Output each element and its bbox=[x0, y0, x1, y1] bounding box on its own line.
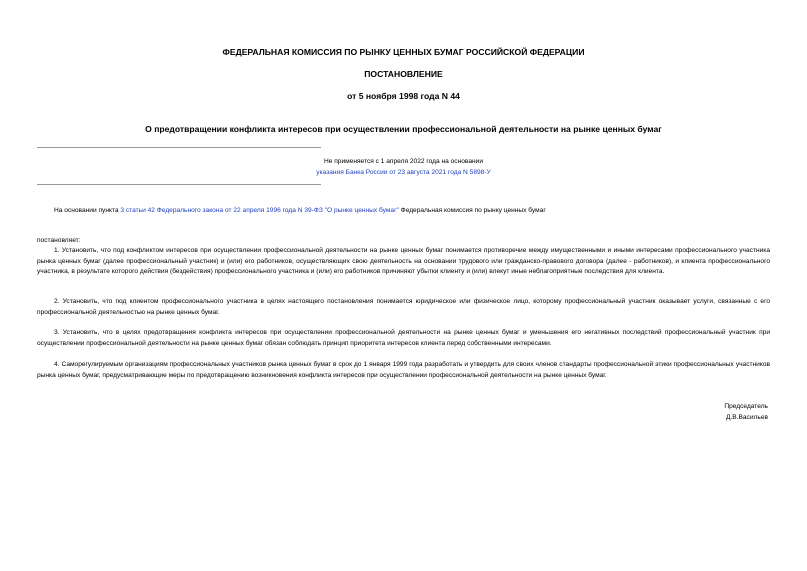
law-link[interactable]: 3 статьи 42 Федерального закона от 22 апреля 1996 года N 39-ФЗ "О рынке ценных бумаг" bbox=[120, 207, 399, 214]
notice-top-rule bbox=[37, 147, 321, 148]
signature-name: Д.В.Васильев bbox=[725, 414, 768, 421]
agency-title: ФЕДЕРАЛЬНАЯ КОМИССИЯ ПО РЫНКУ ЦЕННЫХ БУМАГ РОССИЙСКОЙ ФЕДЕРАЦИИ bbox=[222, 47, 585, 57]
paragraph-4: 4. Саморегулируемым организациям профессиональных участников рынка ценных бумаг в срок до 1 января 1999 года разработать и утвердить для своих членов стандарты профессиональной этики профессиональных участников рынка ценных бумаг, предусматривающие меры по предотвращению возникновения конфликта интересов при осуществлении профессиональной деятельности на рынке ценных бумаг. bbox=[37, 361, 770, 379]
paragraph-1: 1. Установить, что под конфликтом интересов при осуществлении профессиональной деятельности на рынке ценных бумаг понимается противоречие между имущественными и иными интересами профессионального участника рынка ценных бумаг (далее профессиональный участник) и (или) его работников, осуществляющих свою деятельность на основании трудового или гражданско-правового договора (далее - работников), и клиента профессионального участника, в результате которого действия (бездействия) профессионального участника и (или) его работников причиняют убытки клиенту и (или) влекут иные неблагоприятные последствия для клиента. bbox=[37, 247, 770, 276]
document-subject: О предотвращении конфликта интересов при осуществлении профессиональной деятельности на рынке ценных бумаг bbox=[145, 124, 662, 134]
notice-bottom-rule bbox=[37, 184, 321, 185]
document-date-number: от 5 ноября 1998 года N 44 bbox=[347, 91, 460, 101]
signature-title: Председатель bbox=[724, 403, 768, 410]
basis-paragraph bbox=[37, 206, 770, 217]
paragraph-3: 3. Установить, что в целях предотвращения конфликта интересов при осуществлении профессиональной деятельности на рынке ценных бумаг и уменьшения его негативных последствий профессиональный участник при осуществлении профессиональной деятельности на рынке ценных бумаг обязан соблюдать принцип приоритета интересов клиента перед собственными интересами. bbox=[37, 329, 770, 347]
notice-link[interactable]: указания Банка России от 23 августа 2021 года N 5898-У bbox=[316, 169, 491, 176]
document-type: ПОСТАНОВЛЕНИЕ bbox=[364, 69, 443, 79]
basis-prefix: На основании пункта bbox=[54, 207, 121, 214]
resolves-label: постановляет: bbox=[37, 237, 81, 244]
basis-suffix: Федеральная комиссия по рынку ценных бумаг bbox=[398, 207, 546, 214]
paragraph-2: 2. Установить, что под клиентом профессионального участника в целях настоящего постановления понимается юридическое или физическое лицо, которому профессиональный участник оказывает услуги, связанные с его профессиональной деятельностью на рынке ценных бумаг. bbox=[37, 298, 770, 316]
notice-text: Не применяется с 1 апреля 2022 года на основании bbox=[323, 158, 484, 165]
